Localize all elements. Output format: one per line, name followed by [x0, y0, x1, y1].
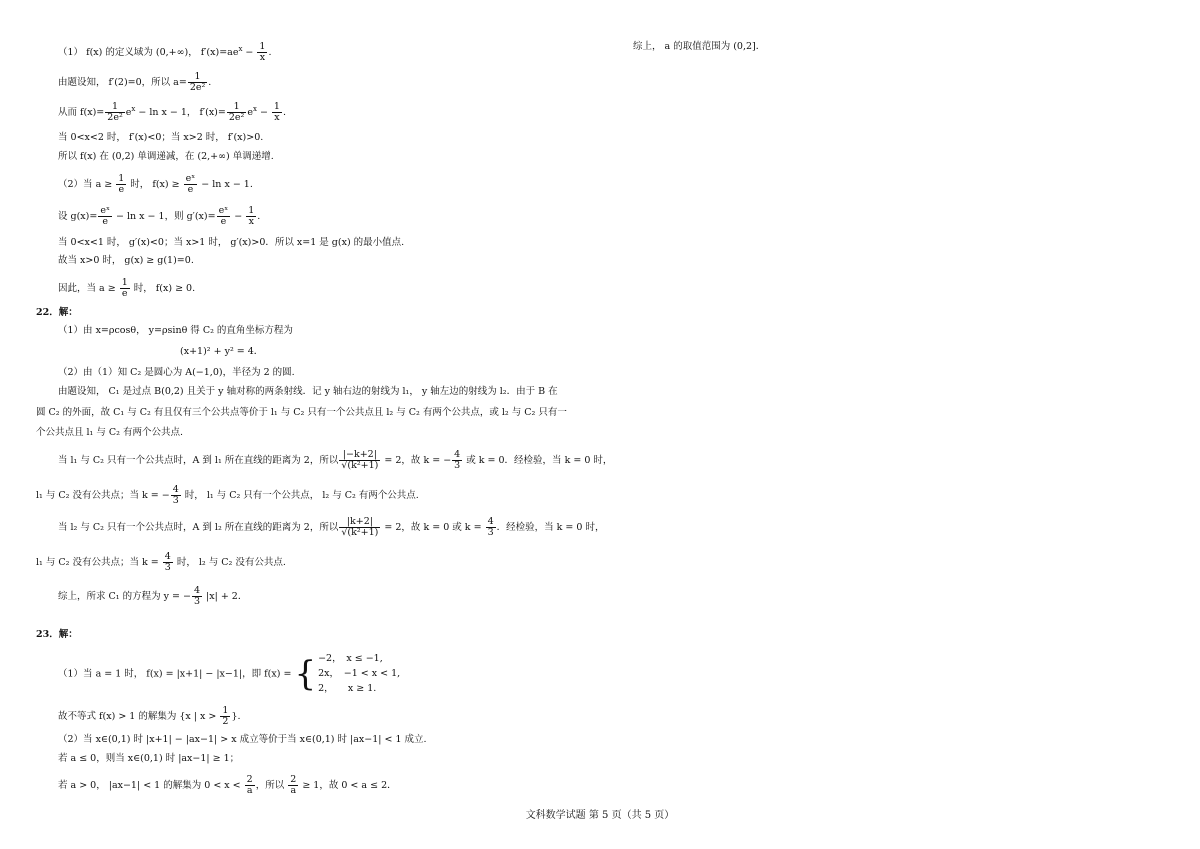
fraction: $\frac{\text{eˣ}}{e}$	[185, 173, 196, 195]
fraction: $\frac{1}{x}$	[273, 101, 280, 123]
piecewise-cases: −2， x ≤ −1, 2x， −1 < x < 1, 2， x ≥ 1.	[318, 653, 401, 695]
text-line: l₁ 与 C₂ 没有公共点；当 k = − $\frac{4}{3}$ 时， l₁ 与 C₂ 只有一个公共点， l₂ 与 C₂ 有两个公共点.	[36, 484, 419, 506]
text-line: （1）当 a = 1 时， f(x) = |x+1| − |x−1|，即 f(x) = { −2， x ≤ −1, 2x， −1 < x < 1, 2， x ≥ 1.	[58, 651, 400, 697]
conclusion-line: 综上， a 的取值范围为 (0,2]．	[633, 41, 766, 52]
text: （1） f(x) 的定义域为 (0,+∞)， f′(x)=ae	[58, 46, 239, 58]
fraction: $\frac{1}{\text{2e²}}$	[228, 101, 245, 123]
fraction: $\frac{4}{3}$	[164, 551, 171, 573]
text-line: 从而 f(x)= $\frac{1}{\text{2e²}}$ $e^x - \ln x - 1$， f′(x)= $\frac{1}{\text{2e²}}$ $e^x$ − $\frac{1}{x}$ .	[58, 101, 286, 123]
text-line: 当 0<x<2 时， f′(x)<0；当 x>2 时， f′(x)>0.	[58, 132, 264, 143]
text-line: 因此，当 a ≥ $\frac{1}{e}$ 时， f(x) ≥ 0.	[58, 277, 196, 299]
fraction: $\frac{4}{3}$	[487, 516, 494, 538]
text-line: 所以 f(x) 在 (0,2) 单调递减，在 (2,+∞) 单调递增.	[58, 151, 274, 162]
equation: (x+1)² + y² = 4．	[180, 346, 264, 357]
page-footer: 文科数学试题 第 5 页（共 5 页）	[525, 810, 675, 821]
fraction: $\frac{4}{3}$	[172, 484, 179, 506]
right-column	[633, 38, 1133, 52]
brace: {	[294, 653, 317, 694]
text-line: 设 g(x)= $\frac{\text{eˣ}}{e}$ − ln x − 1，则 g′(x)= $\frac{\text{eˣ}}{e}$ − $\frac{1}{x}$ .	[58, 205, 261, 227]
text-line: l₁ 与 C₂ 没有公共点；当 k = $\frac{4}{3}$ 时， l₂ 与 C₂ 没有公共点.	[36, 551, 286, 573]
text-line: 综上，所求 C₁ 的方程为 y = − $\frac{4}{3}$ |x| + 2．	[58, 585, 248, 607]
fraction: $\frac{|-k+2|}{\text{√(k²+1)}}$	[341, 449, 379, 471]
text-line: 当 0<x<1 时， g′(x)<0；当 x>1 时， g′(x)>0．所以 x=1 是 g(x) 的最小值点.	[58, 237, 405, 248]
text-line: 由题设知， C₁ 是过点 B(0,2) 且关于 y 轴对称的两条射线．记 y 轴右边的射线为 l₁， y 轴左边的射线为 l₂．由于 B 在	[58, 386, 558, 397]
text-line: （2）当 x∈(0,1) 时 |x+1| − |ax−1| > x 成立等价于当 x∈(0,1) 时 |ax−1| < 1 成立.	[58, 734, 427, 745]
fraction: $\frac{2}{a}$	[246, 774, 253, 796]
fraction: $\frac{1}{\text{2e²}}$	[189, 71, 206, 93]
text-line: （1） f(x) 的定义域为 (0,+∞)， $f'(x)=ae^x$ − $\frac{1}{x}$ .	[58, 41, 272, 63]
fraction: $\frac{1}{e}$	[118, 173, 125, 195]
text-line: （2）当 a ≥ $\frac{1}{e}$ 时， f(x) ≥ $\frac{\text{eˣ}}{e}$ − ln x − 1.	[58, 173, 253, 195]
text-line: （1）由 x=ρcosθ， y=ρsinθ 得 C₂ 的直角坐标方程为	[58, 325, 293, 336]
text-line: 圆 C₂ 的外面，故 C₁ 与 C₂ 有且仅有三个公共点等价于 l₁ 与 C₂ 只有一个公共点且 l₂ 与 C₂ 有两个公共点，或 l₂ 与 C₂ 只有一	[36, 407, 567, 418]
fraction: $\frac{2}{a}$	[290, 774, 297, 796]
text-line: 若 a ≤ 0，则当 x∈(0,1) 时 |ax−1| ≥ 1；	[58, 753, 240, 764]
section-heading: 22．解：	[36, 307, 78, 318]
text: 从而 f(x)=	[58, 106, 105, 118]
exponent: x	[238, 44, 243, 53]
text: −	[242, 46, 257, 58]
fraction: $\frac{1}{x}$	[259, 41, 266, 63]
text-line: 当 l₁ 与 C₂ 只有一个公共点时，A 到 l₁ 所在直线的距离为 2，所以 $\frac{|-k+2|}{\text{√(k²+1)}}$ = 2，故 k = − $\frac{4}{3}$ 或 k = 0．经检验，当 k = 0 时，	[58, 449, 613, 471]
text-line: 故不等式 f(x) > 1 的解集为 {x | x > $\frac{1}{2}$ }.	[58, 705, 241, 727]
text-line: （2）由（1）知 C₂ 是圆心为 A(−1,0)，半径为 2 的圆.	[58, 367, 295, 378]
fraction: $\frac{1}{e}$	[121, 277, 128, 299]
text-line: 个公共点且 l₁ 与 C₂ 有两个公共点.	[36, 427, 184, 438]
fraction: $\frac{1}{x}$	[248, 205, 255, 227]
text-line: 由题设知， f′(2)=0，所以 a= $\frac{1}{\text{2e²}}$ .	[58, 71, 212, 93]
fraction: $\frac{|k+2|}{\text{√(k²+1)}}$	[341, 516, 379, 538]
fraction: $\frac{4}{3}$	[454, 449, 461, 471]
text-line: 当 l₂ 与 C₂ 只有一个公共点时，A 到 l₂ 所在直线的距离为 2，所以 $\frac{|k+2|}{\text{√(k²+1)}}$ = 2，故 k = 0 或 k = $\frac{4}{3}$ ．经检验，当 k = 0 时，	[58, 516, 605, 538]
fraction: $\frac{\text{eˣ}}{e}$	[218, 205, 229, 227]
fraction: $\frac{4}{3}$	[193, 585, 201, 607]
fraction: $\frac{\text{eˣ}}{e}$	[100, 205, 110, 227]
fraction: $\frac{1}{\text{2e²}}$	[107, 101, 123, 123]
fraction: $\frac{1}{2}$	[222, 705, 229, 727]
section-heading: 23．解：	[36, 629, 78, 640]
text: 由题设知， f′(2)=0，所以 a=	[58, 76, 187, 88]
text-line: 若 a > 0， |ax−1| < 1 的解集为 0 < x < $\frac{2}{a}$ ，所以 $\frac{2}{a}$ ≥ 1，故 0 < a ≤ 2．	[58, 774, 397, 796]
text-line: 故当 x>0 时， g(x) ≥ g(1)=0.	[58, 255, 194, 266]
